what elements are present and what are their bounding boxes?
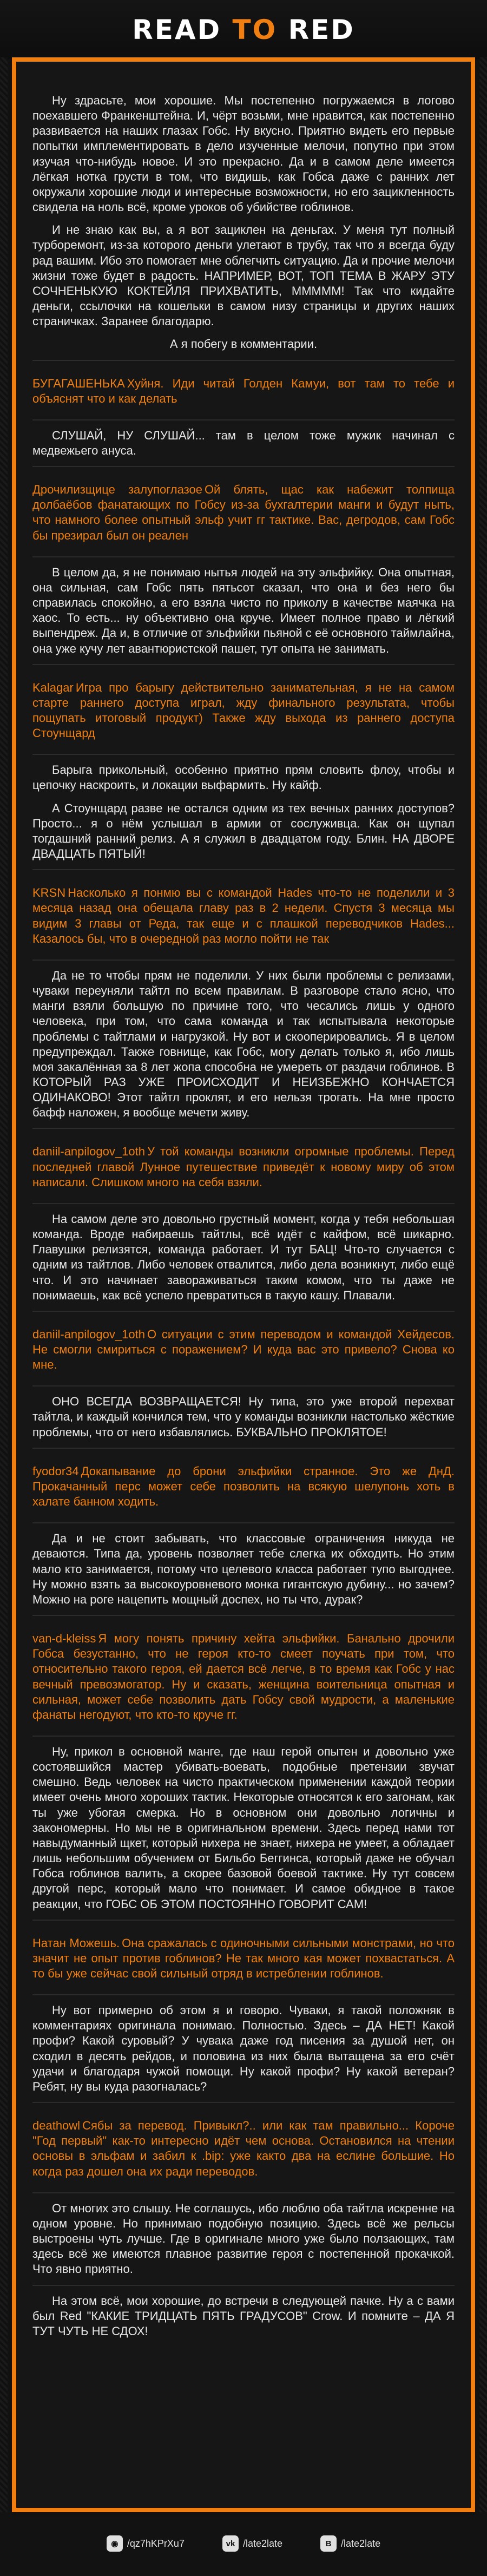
social-link-discord[interactable]	[107, 2535, 185, 2552]
section-divider	[32, 556, 455, 557]
comment-text: Она сражалась с одиночными сильными монстрами, но что значит не опыт против гоблинов? Не так много кая может похвастаться. А то бы уже сейчас свой сильный отряд в истреблении гоблинов.	[32, 1936, 455, 1980]
reader-comment	[32, 475, 455, 552]
social-handle: /qz7hKPrXu7	[127, 2538, 185, 2549]
reader-comment	[32, 1624, 455, 1731]
reader-comment	[32, 1136, 455, 1198]
comment-text: О ситуации с этим переводом и командой Хейдесов. Не смогли смириться с поражением? И куда вас это привело? Снова ко мне.	[32, 1327, 455, 1372]
right-stripe-decoration	[479, 57, 487, 2512]
comment-text: Игра про барыгу действительно занимательная, я не на самом старте раннего доступа играл, жду финального результата, чтобы пощупать итоговый продукт) Также жду выхода из раннего доступа Стоунщард	[32, 680, 455, 740]
intro-paragraph: Ну здрасьте, мои хорошие. Мы постепенно погружаемся в логово поехавшего Франкенштейна. И, чёрт возьми, мне нравится, как постепенно развивается на наших глазах Гобс. Ну вкусно. Приятно видеть его первые попытки имплементировать в дело изученные мелочи, попутно при этом изучая что-нибудь новое. И это прекрасно. Да и в самом деле имеется лёгкая нотка грусти в том, что видишь, как Гобса даже с ранних лет окружали хорошие люди и интересные возможности, но его зацикленность свидела на ноль всё, кроме уроков об убийстве гоблинов.	[32, 94, 455, 214]
comment-author: Натан Можешь.	[32, 1936, 120, 1950]
translator-reply: СЛУШАЙ, НУ СЛУШАЙ... там в целом тоже мужик начинал с медвежьего ануса.	[32, 428, 455, 457]
reader-comment	[32, 1456, 455, 1518]
reader-comment	[32, 878, 455, 955]
title-red: RED	[288, 14, 355, 45]
section-divider	[32, 419, 455, 420]
section-divider	[32, 2285, 455, 2286]
section-divider	[32, 1128, 455, 1129]
section-divider	[32, 664, 455, 665]
section-divider	[32, 869, 455, 870]
reader-comment	[32, 1319, 455, 1381]
content-body	[32, 93, 455, 2347]
reader-comment	[32, 369, 455, 415]
section-divider	[32, 1203, 455, 1204]
comment-text: Насколько я понмю вы с командой Hades что-то не поделили и 3 месяца назад она обещала главу раз в 2 недели. Спустя 3 месяца мы видим 3 главы от Реда, так еще и с плашкой переводчиков Hades... Казалось бы, что в очередной раз могло пойти не так	[32, 886, 455, 945]
outro-paragraph: На этом всё, мои хорошие, до встречи в следующей пачке. Ну а с вами был Red "КАКИЕ ТРИДЦАТЬ ПЯТЬ ГРАДУСОВ" Crow. И помните – ДА Я ТУТ ЧУТЬ НЕ СДОХ!	[32, 2294, 455, 2338]
left-stripe-decoration	[0, 57, 8, 2512]
translator-reply: Да не то чтобы прям не поделили. У них были проблемы с релизами, чуваки переуняли тайтл по всем правилам. В разговоре стало ясно, что манги взяли большую по причине того, что чесались лишь у одного человека, при том, что сама команда и так испытывала некоторые проблемы с тайтлами и нагрузкой. Ну вот и скооперировались. Я в целом предупреждал. Также говнище, как Гобс, могу делать только я, ибо лишь моя закалённая за 8 лет жопа способна не умереть от раздачи гоблинов. В КОТОРЫЙ РАЗ УЖЕ ПРОИСХОДИТ И НЕИЗБЕЖНО КОНЧАЕТСЯ ОДИНАКОВО! Этот тайтл проклят, и его нельзя трогать. На мне просто бафф наложен, я вообще мечети живу.	[32, 968, 455, 1120]
content-frame	[12, 57, 475, 2512]
reader-comment	[32, 673, 455, 750]
translator-reply: Барыга прикольный, особенно приятно прям словить флоу, чтобы и цепочку наскроить, и локации выфармить. Ну кайф.	[32, 763, 455, 792]
social-handle: /late2late	[341, 2538, 381, 2549]
comment-author: KRSN	[32, 886, 66, 900]
translator-reply: ОНО ВСЕГДА ВОЗВРАЩАЕТСЯ! Ну типа, это уже второй перехват тайтла, и каждый кончился тем, что у команды возникли настолько жёсткие проблемы, что от него избавлялись. БУКВАЛЬНО ПРОКЛЯТОЕ!	[32, 1395, 455, 1439]
section-divider	[32, 2192, 455, 2193]
translator-reply: Ну, прикол в основной манге, где наш герой опытен и довольно уже состоявшийся мастер убивать-воевать, подобные претензии звучат смешно. Ведь человек на чисто практическом применении каждой теории имеет очень много хороших тактик. Некоторые относятся к его загонам, как ты уже убогая смерка. Но в основном они довольно логичны и закономерны. Но мы не в оригинальном времени. Здесь перед нами тот навыдуманный щкет, который нихера не знает, нихера не умеет, а обладает лишь небольшим обучением от Бильбо Беггинса, который даже не обучал Гобса гоблинов валить, а скорее базовой боевой тактике. Ну тут совсем другой перс, который мало что понимает. И самое обидное в такое реакции, что ГОБС ОБ ЭТОМ ПОСТОЯННО ГОВОРИТ САМ!	[32, 1744, 455, 1911]
comment-author: daniil-anpilogov_1oth	[32, 1327, 145, 1341]
social-link-boosty[interactable]	[320, 2535, 380, 2552]
translator-reply: Да и не стоит забывать, что классовые ограничения никуда не деваются. Типа да, уровень позволяет тебе слегка их обходить. Но этим мало кто занимается, потому что целевого класса работает тупо выгоднее. Ну можно взять за высокоуровневого монка гигантскую дубину... но зачем? Можно на роге нацепить мощный доспех, но ты что, дурак?	[32, 1532, 455, 1606]
section-divider	[32, 1920, 455, 1921]
comment-author: van-d-kleiss	[32, 1632, 96, 1646]
section-divider	[32, 1736, 455, 1737]
translator-reply: От многих это слышу. Не соглашусь, ибо люблю оба тайтла искренне на одном уровне. Но принимаю подобную позицию. Здесь всё же рельсы выстроены чуть лучше. Где в оригинале много уже было ползающих, там здесь всё же имеются плавное развитие героя с постепенной прокачкой. Что явно приятно.	[32, 2201, 455, 2276]
comment-author: daniil-anpilogov_1oth	[32, 1145, 145, 1159]
section-divider	[32, 1385, 455, 1386]
social-links	[0, 2511, 487, 2576]
intro-paragraph: А я побегу в комментарии.	[169, 337, 318, 351]
section-divider	[32, 1994, 455, 1995]
section-divider	[32, 754, 455, 755]
boosty-icon: B	[320, 2535, 337, 2552]
section-divider	[32, 1615, 455, 1616]
reader-comment	[32, 1928, 455, 1990]
comment-text: Сябы за перевод. Привыкл?.. или как там правильно... Короче "Год первый" как-то интересно идёт чем основа. Остановился на чтении основы в эльфам и забил к .bip: уже както два на еслине большие. Но когда раз дошел она их ради переводов.	[32, 2119, 455, 2178]
page-title	[0, 14, 487, 45]
translator-reply: А Стоунщард разве не остался одним из тех вечных ранних доступов? Просто... я о нём услышал в армии от сослуживца. Как он щупал тогдашний ранний релиз. А я служил в двадцатом году. Блин. НА ДВОРЕ ДВАДЦАТЬ ПЯТЫЙ!	[32, 801, 455, 861]
section-divider	[32, 1448, 455, 1449]
section-divider	[32, 960, 455, 961]
section-divider	[32, 1311, 455, 1312]
section-divider	[32, 466, 455, 467]
reader-comment	[32, 2111, 455, 2188]
comment-text: У той команды возникли огромные проблемы. Перед последней главой Лунное путешествие приведёт к новому миру об этом написали. Слишком много на себя взяли.	[32, 1145, 455, 1189]
comment-author: Дрочилизщице залупоглазое	[32, 483, 202, 497]
translator-reply: В целом да, я не понимаю нытья людей на эту эльфийку. Она опытная, она сильная, сам Гобс пять пятьсот сказал, что она и без него бы справилась спокойно, а его взяла чисто по приколу в качестве маячка на хаос. То есть... ну объективно она круче. Имеет полное право и лёгкий выпендреж. Да и, в отличие от эльфийки пьяной с её основного таймлайна, она уже кучу лет авантюристской пашет, тут опыта не занимать.	[32, 565, 455, 655]
comment-text: Я могу понять причину хейта эльфийки. Банально дрочили Гобса безустанно, что не героя кто-то смеет поучать при том, что относительно такого героя, ей дается всё легче, в то время как Гобс у нас вечный превозмогатор. Ну и сказать, женщина воительница опытная и сильная, может себе позволить дать Гобсу свой мудрости, а маленькие фанаты негодуют, что кто-то круче гг.	[32, 1632, 455, 1721]
comment-author: Kalagar	[32, 680, 74, 694]
comment-text: Докапывание до брони эльфийки странное. Это же ДнД. Прокачанный перс может себе позволить на всякую шелупонь хоть в халате банном ходить.	[32, 1464, 455, 1509]
title-read: READ	[132, 14, 222, 45]
translator-reply: На самом деле это довольно грустный момент, когда у тебя небольшая команда. Вроде набираешь тайтлы, всё идёт с кайфом, всё шикарно. Главушки релизятся, команда работает. И тут БАЦ! Что-то случается с одним из тайтлов. Либо человек отвалится, либо дела возникнут, либо ещё что. И это начинает завораживаться таким комом, что ты даже не понимаешь, как всё успело превратиться в такую кашу. Плавали.	[32, 1212, 455, 1302]
social-handle: /late2late	[242, 2538, 283, 2549]
comment-text: Хуйня. Иди читай Голден Камуи, вот там то тебе и объяснят что и как делать	[32, 376, 455, 405]
section-divider	[32, 1522, 455, 1523]
comment-text: Ой блять, щас как набежит толпища долбаёбов фанатающих по Гобсу из-за бухгалтерии манги и будут ныть, что намного более опытный эльф учит гг тактике. Вас, дегродов, сам Гобс бы презирал был он реален	[32, 483, 455, 542]
section-divider	[32, 2102, 455, 2103]
comment-author: БУГАГАШЕНЬКА	[32, 376, 125, 390]
vk-icon: vk	[222, 2535, 239, 2552]
header-bar	[0, 0, 487, 60]
section-divider	[32, 360, 455, 361]
discord-icon: ◉	[107, 2535, 123, 2552]
intro-paragraph: И не знаю как вы, а я вот зациклен на деньгах. У меня тут полный турборемонт, из-за которого деньги улетают в трубу, так что я всегда буду рад вашим. Ибо это помогает мне облегчить ситуацию. Да и прочие мелочи жизни тоже будет в радость. НАПРИМЕР, ВОТ, ТОП ТЕМА В ЖАРУ ЭТУ СОЧНЕНЬКУЮ КОКТЕЙЛЯ ПРИХВАТИТЬ, МММММ! Так что кидайте деньги, ссылочки на кошельки в самом низу страницы и других наших страничках. Заранее благодарю.	[32, 223, 455, 328]
comment-author: deathowl	[32, 2119, 81, 2133]
comment-author: fyodor34	[32, 1464, 79, 1478]
title-to: TO	[232, 14, 278, 45]
translator-reply: Ну вот примерно об этом я и говорю. Чуваки, я такой положняк в комментариях оригинала понимаю. Полностью. Здесь – ДА НЕТ! Какой профи? Какой суровый? У чувака даже год писения за душой нет, он сходил в десять рейдов, и половина из них была вытащена за его счёт удачи и благодаря чужой помощи. Ну какой профи? Ну какой ветеран? Ребят, ну вы куда разогналась?	[32, 2003, 455, 2093]
social-link-vk[interactable]	[222, 2535, 282, 2552]
